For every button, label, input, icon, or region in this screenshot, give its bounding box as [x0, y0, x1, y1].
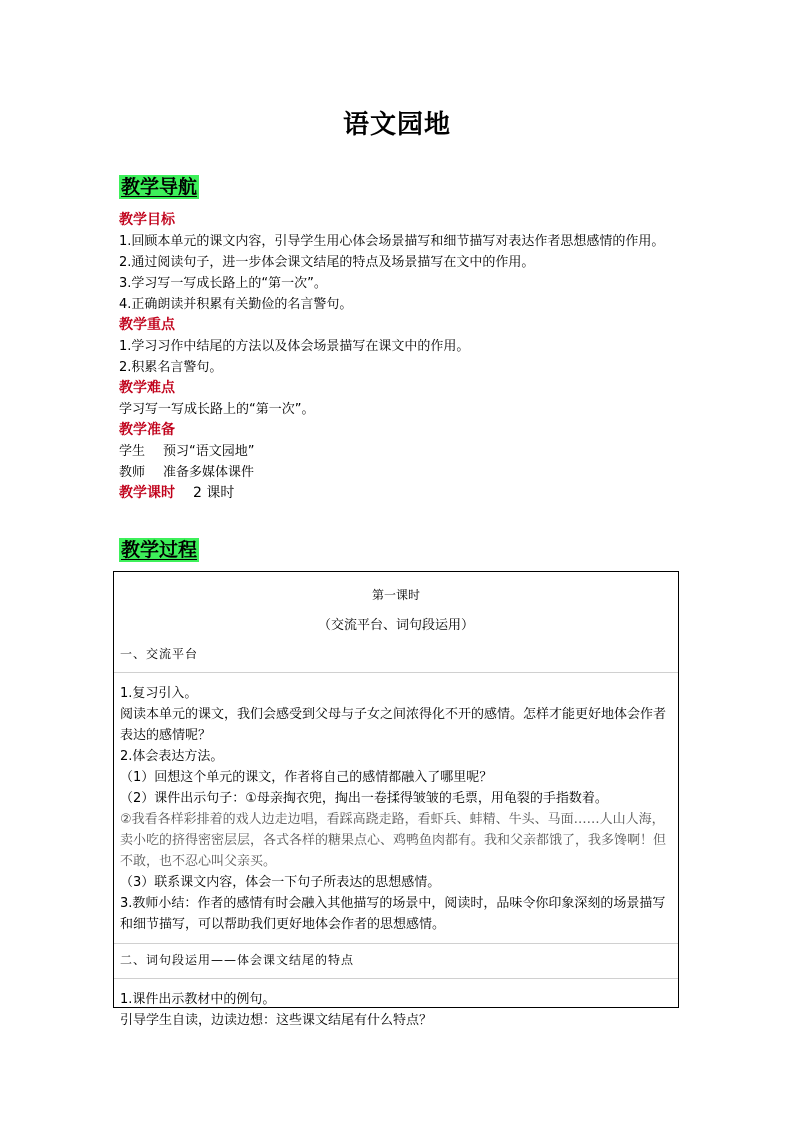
- goal-item: 3.学习写一写成长路上的“第一次”。: [119, 276, 327, 291]
- part2-heading: 二、词句段运用——体会课文结尾的特点: [120, 953, 355, 967]
- lesson-paragraph: 引导学生自读，边读边想：这些课文结尾有什么特点？: [120, 1013, 433, 1028]
- difficulty-item: 学习写一写成长路上的“第一次”。: [119, 402, 315, 417]
- lesson-title: 第一课时: [371, 588, 420, 602]
- divider: [114, 978, 678, 979]
- preparation-teacher-label: 教师: [119, 465, 146, 480]
- lesson-paragraph: （3）联系课文内容，体会一下句子所表达的思想感情。: [120, 875, 441, 890]
- lesson-paragraph: 2.体会表达方法。: [120, 749, 224, 764]
- page-title: 语文园地: [342, 110, 451, 140]
- preparation-student-label: 学生: [119, 444, 146, 459]
- lesson-content-box: [113, 571, 679, 1028]
- goal-item: 1.回顾本单元的课文内容，引导学生用心体会场景描写和细节描写对表达作者思想感情的作用。: [119, 234, 665, 249]
- section-heading-teaching-navigation: 教学导航: [121, 176, 198, 198]
- teaching-hours-row: [119, 483, 679, 504]
- key-points-heading: 教学重点: [119, 317, 175, 333]
- lesson-paragraph: 1.复习引入。: [120, 686, 198, 701]
- goal-item: 2.通过阅读句子，进一步体会课文结尾的特点及场景描写在文中的作用。: [119, 255, 535, 270]
- preparation-student-row: [119, 441, 679, 462]
- lesson-paragraph: ②我看各样彩排着的戏人边走边唱，看踩高跷走路，看虾兵、蚌精、牛头、马面……人山人海，卖小吃的挤得密密层层，各式各样的糖果点心、鸡鸭鱼肉都有。我和父亲都饿了，我多馋啊！但不敢，也不忍心叫父亲买。: [120, 812, 667, 869]
- part1-heading: 一、交流平台: [120, 647, 199, 661]
- lesson-paragraph: （2）课件出示句子：①母亲掏衣兜，掏出一卷揉得皱皱的毛票，用龟裂的手指数着。: [120, 791, 608, 806]
- lesson-paragraph: 3.教师小结：作者的感情有时会融入其他描写的场景中，阅读时，品味令你印象深刻的场景描写和细节描写，可以帮助我们更好地体会作者的思想感情。: [120, 896, 666, 932]
- lesson-paragraph: （1）回想这个单元的课文，作者将自己的感情都融入了哪里呢？: [120, 770, 493, 785]
- difficulties-heading: 教学难点: [119, 380, 175, 396]
- key-point-item: 1.学习习作中结尾的方法以及体会场景描写在课文中的作用。: [119, 339, 470, 354]
- lesson-subtitle: （交流平台、词句段运用）: [317, 618, 474, 633]
- preparation-teacher-text: 准备多媒体课件: [163, 465, 255, 480]
- teaching-hours-label: 教学课时: [119, 485, 175, 501]
- goal-item: 4.正确朗读并积累有关勤俭的名言警句。: [119, 297, 353, 312]
- key-point-item: 2.积累名言警句。: [119, 360, 223, 375]
- divider: [114, 943, 678, 944]
- teaching-navigation-body: [119, 210, 679, 504]
- preparation-teacher-row: [119, 462, 679, 483]
- teaching-hours-value: 2 课时: [193, 485, 235, 501]
- lesson-paragraph: 阅读本单元的课文，我们会感受到父母与子女之间浓得化不开的感情。怎样才能更好地体会作者表达的感情呢？: [120, 707, 667, 743]
- divider: [114, 672, 678, 673]
- preparation-heading: 教学准备: [119, 422, 175, 438]
- goals-heading: 教学目标: [119, 212, 175, 228]
- section-heading-teaching-process: 教学过程: [121, 539, 198, 561]
- preparation-student-text: 预习“语文园地”: [163, 444, 255, 459]
- lesson-paragraph: 1.课件出示教材中的例句。: [120, 992, 276, 1007]
